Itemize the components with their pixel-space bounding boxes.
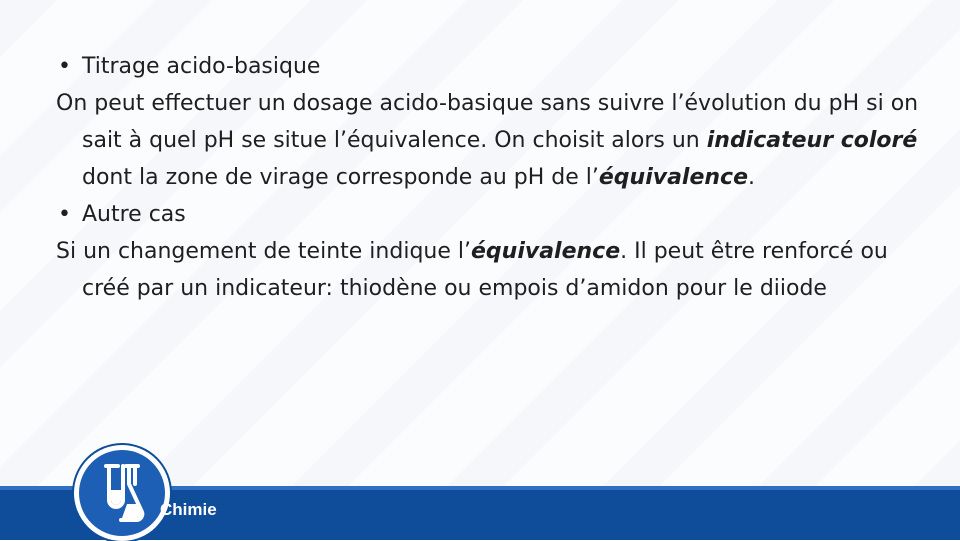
paragraph-1-part-1: On peut effectuer un dosage acido-basique sans suivre l’évolution du pH si on sait à quel pH se situe l’équivalence. On choisit alors un [56, 91, 919, 153]
chimie-logo [74, 445, 170, 541]
bullet-dot: • [58, 202, 71, 227]
bullet-heading-titrage [56, 48, 926, 85]
footer-label: Chimie [160, 500, 217, 519]
bullet-heading-autre-cas [56, 196, 926, 233]
paragraph-2-part-1: Si un changement de teinte indique l’ [56, 239, 471, 264]
bullet-dot: • [58, 54, 71, 79]
emphasis-equivalence: équivalence [470, 239, 621, 264]
slide-content [56, 48, 926, 307]
emphasis-indicateur-colore: indicateur coloré [706, 128, 918, 153]
heading-autre-cas-text: Autre cas [82, 202, 186, 227]
heading-titrage-text: Titrage acido-basique [82, 54, 321, 79]
paragraph-1-part-2: dont la zone de virage corresponde au pH de l’ [82, 165, 599, 190]
paragraph-indicateur [56, 85, 926, 196]
paragraph-1-part-3: . [748, 165, 756, 190]
flask-icon [92, 460, 152, 526]
paragraph-teinte [56, 233, 926, 307]
emphasis-equivalence: équivalence [598, 165, 749, 190]
paragraph-2-part-2: . Il peut être renforcé ou créé par un indicateur: thiodène ou empois d’amidon pour le diiode [82, 239, 888, 301]
